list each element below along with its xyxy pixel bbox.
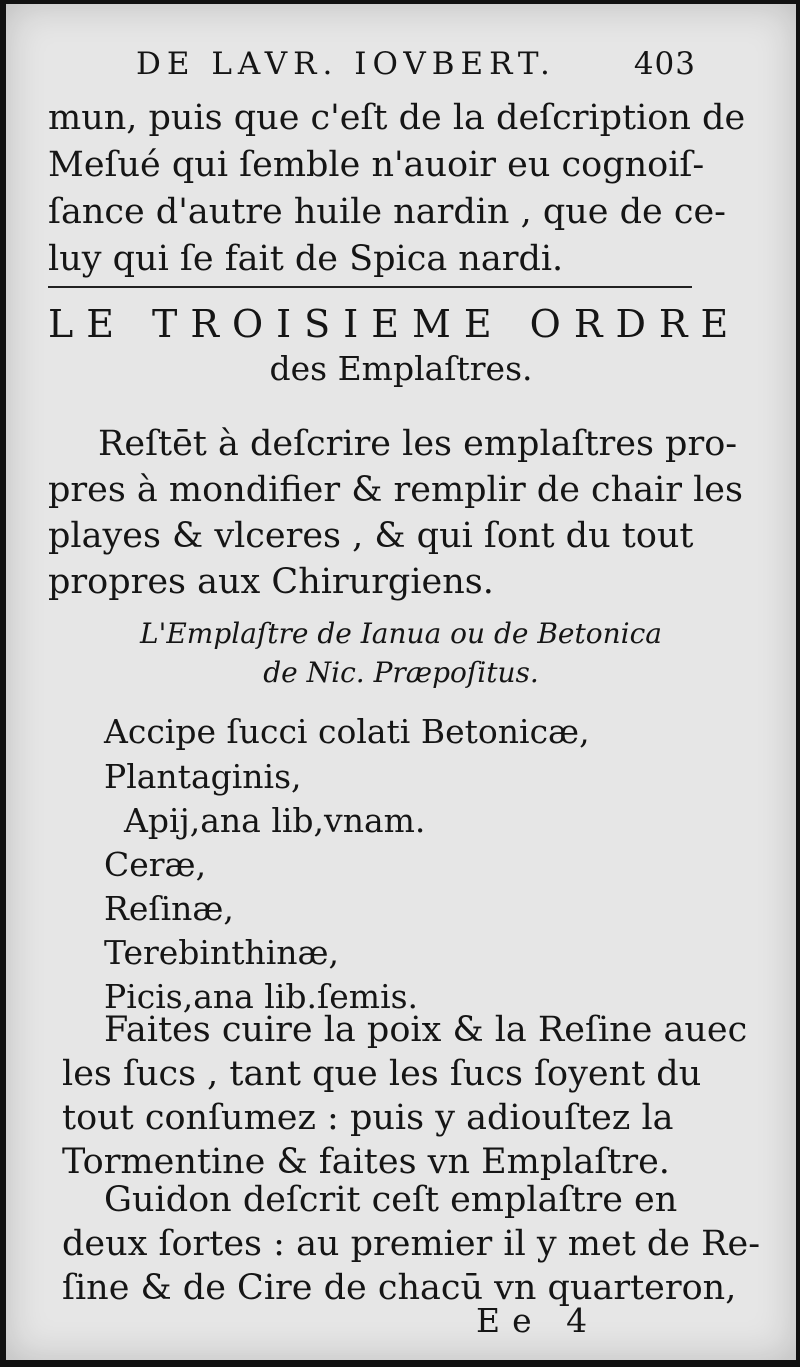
intro-line: Meſué qui ſemble n'auoir eu cognoiſ- [48, 145, 705, 185]
section-title-sub: des Emplaſtres. [269, 349, 533, 388]
section-intro-line: propres aux Chirurgiens. [48, 562, 494, 602]
section-intro-line: Reſtēt à deſcrire les emplaſtres pro- [98, 424, 738, 464]
intro-line: luy qui ſe fait de Spica nardi. [48, 239, 564, 279]
intro-line: mun, puis que c'eſt de la deſcription de [48, 98, 746, 138]
recipe-title: L'Emplaſtre de Ianua ou de Betonica [140, 617, 662, 650]
section-title: LE TROISIEME ORDRE [48, 302, 742, 346]
signature-mark: Ee 4 [476, 1301, 600, 1340]
guidon-line: Guidon deſcrit ceſt emplaſtre en [104, 1180, 678, 1220]
section-intro-line: playes & vlceres , & qui ſont du tout [48, 516, 694, 556]
recipe-line: Plantaginis, [104, 757, 302, 796]
method-line: les ſucs , tant que les ſucs ſoyent du [62, 1054, 702, 1094]
recipe-line: Reſinæ, [104, 889, 234, 928]
page-header [136, 46, 696, 86]
method-line: Tormentine & faites vn Emplaſtre. [62, 1142, 670, 1182]
recipe-title-author: de Nic. Præpoſitus. [263, 656, 539, 689]
intro-line: ſance d'autre huile nardin , que de ce- [48, 192, 727, 232]
recipe-line: Terebinthinæ, [104, 933, 340, 972]
running-head: DE LAVR. IOVBERT. [136, 46, 556, 82]
recipe-line: Apij,ana lib,vnam. [124, 801, 426, 840]
page-number: 403 [633, 46, 696, 82]
section-divider [48, 286, 692, 288]
recipe-line: Ceræ, [104, 845, 207, 884]
guidon-line: deux ſortes : au premier il y met de Re- [62, 1224, 761, 1264]
section-intro-line: pres à mondifier & remplir de chair les [48, 470, 743, 510]
recipe-line: Picis,ana lib.ſemis. [104, 977, 419, 1016]
method-line: tout conſumez : puis y adiouſtez la [62, 1098, 674, 1138]
book-page [6, 4, 796, 1360]
method-line: Faites cuire la poix & la Reſine auec [104, 1010, 748, 1050]
recipe-line: Accipe ſucci colati Betonicæ, [104, 712, 590, 751]
guidon-line: ſine & de Cire de chacū vn quarteron, [62, 1268, 737, 1308]
